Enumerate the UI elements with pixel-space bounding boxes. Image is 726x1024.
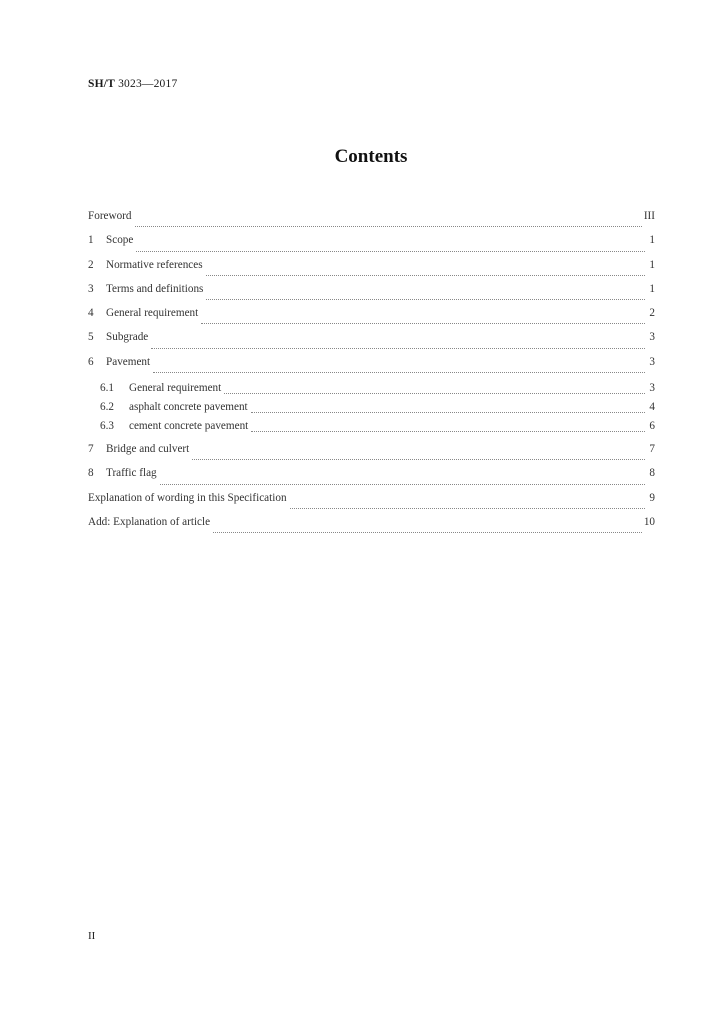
toc-entry-explanation-of-article[interactable] — [88, 516, 655, 540]
toc-label: Explanation of wording in this Specification — [88, 491, 287, 504]
toc-label: Traffic flag — [106, 467, 157, 480]
toc-label: Foreword — [88, 210, 132, 222]
toc-section-number: 6 — [88, 355, 94, 368]
toc-section-number: 8 — [88, 467, 94, 480]
toc-page-number: 1 — [649, 234, 655, 247]
toc-label: asphalt concrete pavement — [129, 401, 248, 414]
document-header — [88, 78, 177, 90]
toc-leader — [201, 322, 645, 324]
toc-page-number: III — [643, 210, 655, 222]
toc-section-number: 6.3 — [100, 420, 114, 433]
toc-section-number: 7 — [88, 443, 94, 456]
toc-leader — [160, 483, 645, 485]
toc-label: cement concrete pavement — [129, 420, 249, 433]
toc-leader — [192, 458, 645, 460]
toc-entry-traffic-flag[interactable] — [88, 467, 655, 491]
toc-section-number: 3 — [88, 282, 94, 295]
toc-entry-explanation-of-wording[interactable] — [88, 492, 655, 516]
toc-page-number: 7 — [649, 443, 655, 456]
toc-leader — [151, 347, 645, 349]
standard-prefix: SH/T — [88, 78, 116, 90]
toc-section-number: 4 — [88, 307, 94, 320]
toc-page-number: 3 — [649, 331, 655, 344]
toc-section-number: 5 — [88, 331, 94, 344]
toc-page-number: 3 — [649, 355, 655, 368]
toc-label: Bridge and culvert — [106, 443, 190, 456]
toc-entry-foreword[interactable] — [88, 210, 655, 234]
toc-page-number: 1 — [649, 258, 655, 271]
toc-entry-bridge-and-culvert[interactable] — [88, 443, 655, 467]
toc-page-number: 6 — [649, 420, 655, 433]
toc-section-number: 6.2 — [100, 401, 114, 414]
toc-label: Terms and definitions — [106, 282, 204, 295]
toc-label: Pavement — [106, 355, 151, 368]
table-of-contents — [88, 210, 655, 540]
page-title: Contents — [334, 146, 408, 167]
toc-label: Subgrade — [106, 331, 149, 344]
toc-leader — [224, 392, 645, 394]
toc-label: Normative references — [106, 258, 203, 271]
toc-page-number: 1 — [649, 282, 655, 295]
standard-code: 3023—2017 — [118, 78, 178, 90]
footer-page-number: II — [88, 930, 96, 942]
toc-page-number: 3 — [649, 382, 655, 395]
toc-entry-6-3-cement-concrete-pavement[interactable] — [88, 420, 655, 439]
toc-page-number: 8 — [649, 467, 655, 480]
toc-entry-6-2-asphalt-concrete-pavement[interactable] — [88, 401, 655, 420]
toc-leader — [206, 298, 645, 300]
toc-section-number: 2 — [88, 258, 94, 271]
toc-label: Add: Explanation of article — [88, 515, 211, 528]
toc-leader — [135, 225, 642, 227]
toc-page-number: 10 — [643, 515, 655, 528]
toc-label: General requirement — [129, 382, 222, 395]
toc-section-number: 6.1 — [100, 382, 114, 395]
toc-entry-terms-and-definitions[interactable] — [88, 283, 655, 307]
toc-entry-scope[interactable] — [88, 234, 655, 258]
toc-section-number: 1 — [88, 234, 94, 247]
toc-page-number: 2 — [649, 307, 655, 320]
toc-leader — [136, 250, 645, 252]
toc-label: General requirement — [106, 307, 199, 320]
toc-entry-subgrade[interactable] — [88, 331, 655, 355]
toc-leader — [290, 507, 645, 509]
toc-page-number: 9 — [649, 491, 655, 504]
toc-leader — [251, 430, 645, 432]
toc-entry-6-1-general-requirement[interactable] — [88, 382, 655, 401]
toc-leader — [206, 274, 645, 276]
toc-entry-normative-references[interactable] — [88, 259, 655, 283]
toc-leader — [213, 531, 642, 533]
toc-label: Scope — [106, 234, 134, 247]
toc-entry-pavement[interactable] — [88, 356, 655, 380]
toc-leader — [153, 371, 645, 373]
toc-page-number: 4 — [649, 401, 655, 414]
toc-leader — [251, 411, 645, 413]
toc-entry-general-requirement[interactable] — [88, 307, 655, 331]
